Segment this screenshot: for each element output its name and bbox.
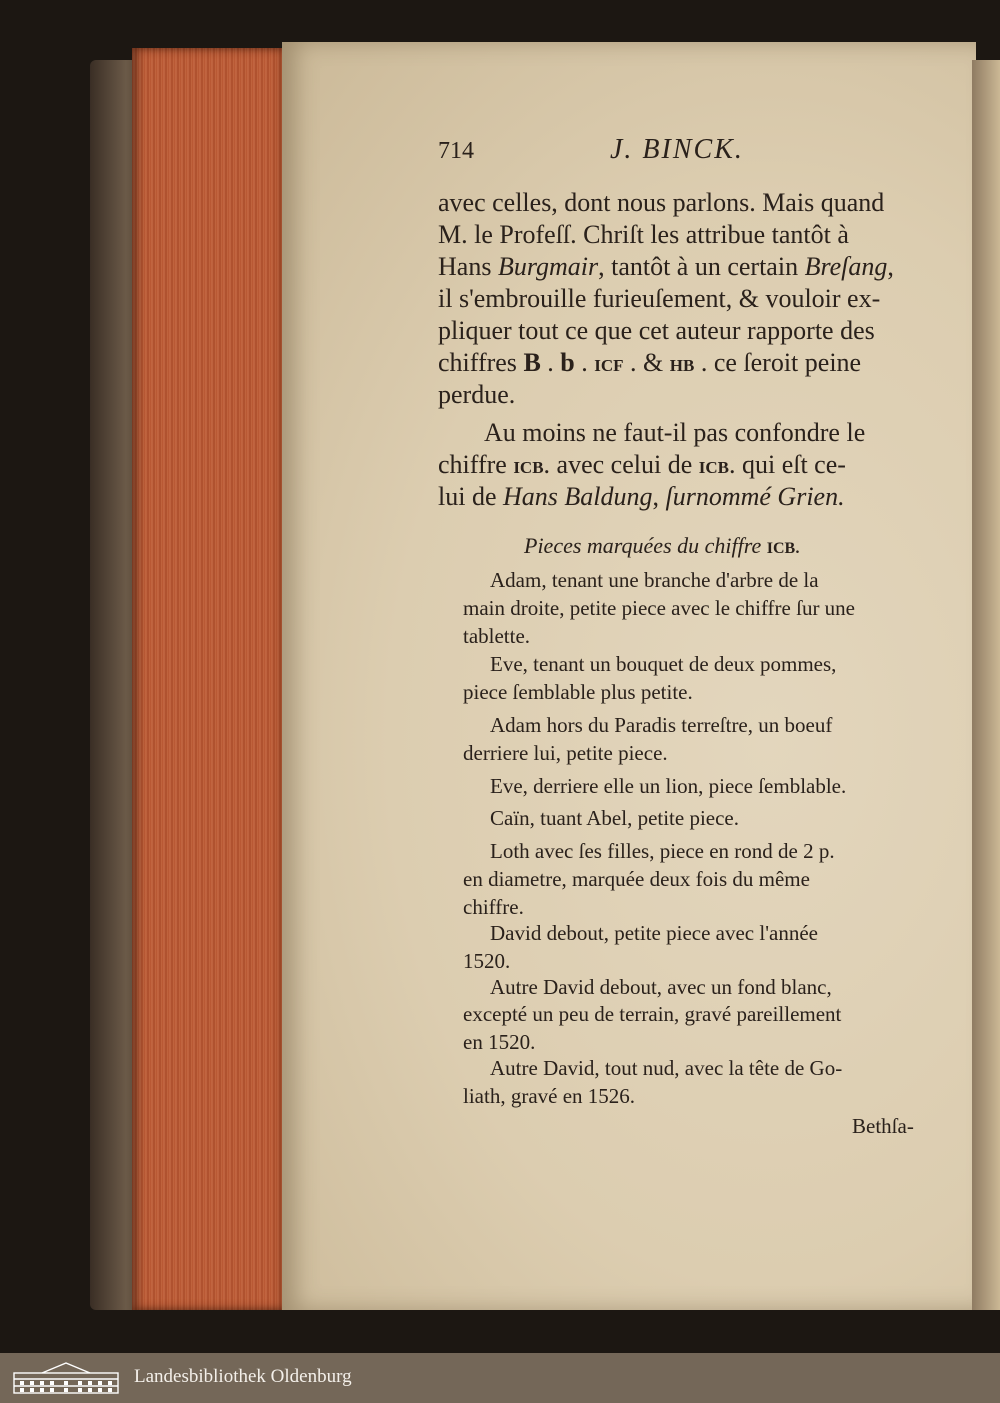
text-line: il s'embrouille furieuſement, & vouloir ex- [438, 284, 881, 313]
entry-line: en diametre, marquée deux fois du même [463, 867, 810, 891]
entry-line: tablette. [463, 624, 531, 648]
facing-page [972, 60, 1000, 1310]
library-building-icon [12, 1361, 120, 1395]
page-number: 714 [438, 138, 474, 164]
monogram-mark: ICB [766, 540, 796, 557]
monogram-mark: ICB [513, 458, 544, 477]
entry-line: excepté un peu de terrain, gravé pareillement [463, 1002, 842, 1026]
entry-line: Autre David debout, avec un fond blanc, [490, 975, 832, 999]
text-line: Au moins ne faut-il pas confondre le [484, 418, 866, 447]
entry-line: 1520. [463, 949, 511, 973]
entry-line: Autre David, tout nud, avec la tête de Go- [490, 1056, 843, 1080]
entry-line: liath, gravé en 1526. [463, 1084, 636, 1108]
entry-line: en 1520. [463, 1030, 536, 1054]
entry-line: David debout, petite piece avec l'année [490, 921, 818, 945]
library-name: Landesbibliothek Oldenburg [134, 1366, 352, 1387]
text-line: chiffre ICB. avec celui de ICB. qui eſt ce- [438, 450, 846, 479]
monogram-mark: b [560, 348, 575, 377]
footer-bar [0, 1353, 1000, 1403]
entry-line: Caïn, tuant Abel, petite piece. [490, 806, 740, 830]
entry-line: Adam hors du Paradis terreſtre, un boeuf [490, 713, 833, 737]
entry-line: derriere lui, petite piece. [463, 741, 668, 765]
text-line: pliquer tout ce que cet auteur rapporte des [438, 316, 875, 345]
monogram-mark: HB [669, 356, 695, 375]
section-heading: Pieces marquées du chiffre ICB. [524, 533, 801, 558]
page-edge [132, 48, 290, 1310]
text-line: avec celles, dont nous parlons. Mais quand [438, 188, 885, 217]
monogram-mark: ICB [698, 458, 729, 477]
text-line: chiffres B . b . ICF . & HB . ce ſeroit peine [438, 348, 862, 377]
entry-line: Eve, tenant un bouquet de deux pommes, [490, 652, 837, 676]
running-title: J. BINCK. [610, 134, 744, 165]
text-line: perdue. [438, 380, 516, 409]
entry-line: chiffre. [463, 895, 524, 919]
text-line: M. le Profeſſ. Chriſt les attribue tantôt à [438, 220, 849, 249]
entry-line: main droite, petite piece avec le chiffre ſur une [463, 596, 856, 620]
entry-line: Loth avec ſes filles, piece en rond de 2 p. [490, 839, 835, 863]
monogram-mark: B [523, 348, 541, 377]
monogram-mark: ICF [594, 356, 624, 375]
text-line: lui de Hans Baldung, ſurnommé Grien. [438, 482, 845, 511]
catchword: Bethſa- [852, 1114, 914, 1138]
text-line: Hans Burgmair, tantôt à un certain Breſang, [438, 252, 894, 281]
entry-line: piece ſemblable plus petite. [463, 680, 693, 704]
entry-line: Adam, tenant une branche d'arbre de la [490, 568, 819, 592]
entry-line: Eve, derriere elle un lion, piece ſemblable. [490, 774, 847, 798]
